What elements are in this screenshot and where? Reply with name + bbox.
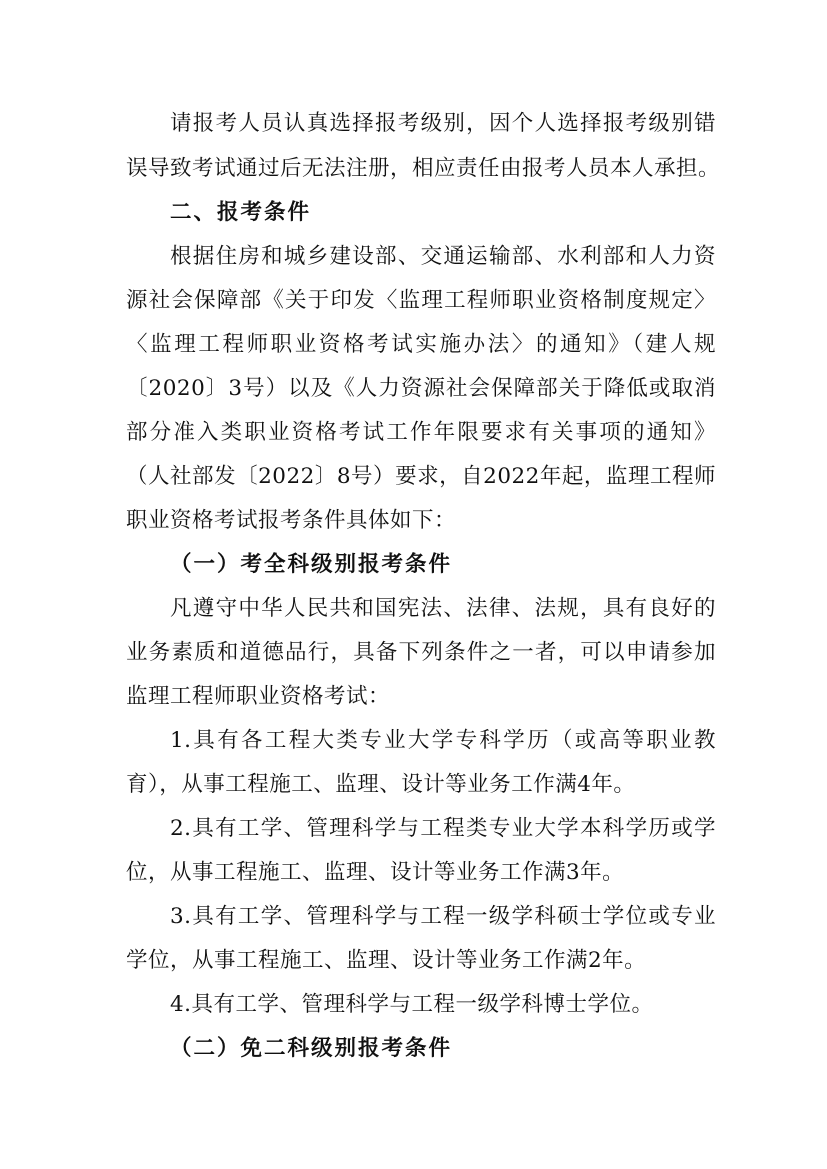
paragraph-line: 根据住房和城乡建设部、交通运输部、水利部和人力资	[170, 244, 716, 269]
paragraph-line: 〈监理工程师职业资格考试实施办法〉的通知》（建人规	[126, 332, 716, 357]
paragraph-line: 〔2020〕3号）以及《人力资源社会保障部关于降低或取消	[126, 376, 716, 401]
subsection-heading: （二）免二科级别报考条件	[170, 1036, 453, 1061]
paragraph-line: 源社会保障部《关于印发〈监理工程师职业资格制度规定〉	[126, 288, 716, 313]
list-item: 2.具有工学、管理科学与工程类专业大学本科学历或学	[170, 816, 716, 841]
list-item: 4.具有工学、管理科学与工程一级学科博士学位。	[170, 992, 654, 1017]
paragraph-line: 凡遵守中华人民共和国宪法、法律、法规，具有良好的	[170, 596, 716, 621]
list-item-continuation: 位，从事工程施工、监理、设计等业务工作满3年。	[126, 860, 625, 885]
list-item-continuation: 学位，从事工程施工、监理、设计等业务工作满2年。	[126, 948, 647, 973]
paragraph-line: （人社部发〔2022〕8号）要求，自2022年起，监理工程师	[126, 464, 716, 489]
subsection-heading: （一）考全科级别报考条件	[170, 552, 453, 577]
list-item: 1.具有各工程大类专业大学专科学历（或高等职业教	[170, 728, 716, 753]
list-item: 3.具有工学、管理科学与工程一级学科硕士学位或专业	[170, 904, 716, 929]
paragraph-line: 部分准入类职业资格考试工作年限要求有关事项的通知》	[126, 420, 716, 445]
list-item-continuation: 育），从事工程施工、监理、设计等业务工作满4年。	[126, 772, 636, 797]
paragraph-line: 职业资格考试报考条件具体如下：	[126, 508, 457, 533]
paragraph-line: 监理工程师职业资格考试：	[126, 684, 391, 709]
paragraph-line: 业务素质和道德品行，具备下列条件之一者，可以申请参加	[126, 640, 716, 665]
paragraph-line: 请报考人员认真选择报考级别，因个人选择报考级别错	[170, 111, 716, 136]
paragraph-line: 误导致考试通过后无法注册，相应责任由报考人员本人承担。	[126, 156, 721, 181]
section-heading: 二、报考条件	[170, 200, 312, 225]
